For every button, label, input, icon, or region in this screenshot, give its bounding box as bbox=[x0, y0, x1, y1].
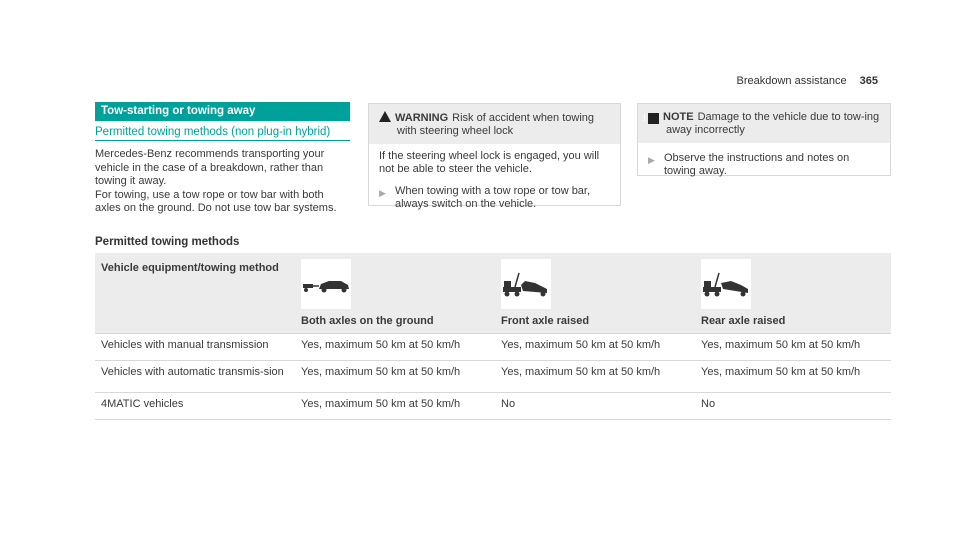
play-arrow-icon: ▶ bbox=[379, 188, 386, 198]
note-action-text: Observe the instructions and notes on towing away. bbox=[664, 152, 850, 177]
row-value: Yes, maximum 50 km at 50 km/h bbox=[695, 361, 891, 393]
row-value: Yes, maximum 50 km at 50 km/h bbox=[695, 334, 891, 361]
row-value: Yes, maximum 50 km at 50 km/h bbox=[295, 334, 495, 361]
row-label: Vehicles with manual transmission bbox=[95, 334, 295, 361]
header-col-1-label: Both axles on the ground bbox=[301, 315, 434, 327]
header-section-title: Breakdown assistance bbox=[736, 75, 847, 87]
table-row bbox=[95, 334, 891, 361]
note-body bbox=[638, 143, 890, 184]
warning-box bbox=[368, 103, 621, 210]
page-header bbox=[737, 75, 878, 87]
row-value: No bbox=[695, 393, 891, 420]
note-header bbox=[638, 104, 890, 143]
warning-action-text: When towing with a tow rope or tow bar, always switch on the vehicle. bbox=[395, 185, 591, 210]
row-value: Yes, maximum 50 km at 50 km/h bbox=[495, 334, 695, 361]
table-section-title: Permitted towing methods bbox=[95, 236, 240, 248]
header-col-3-label: Rear axle raised bbox=[701, 315, 786, 327]
warning-triangle-icon bbox=[379, 111, 391, 122]
intro-text bbox=[95, 148, 350, 216]
play-arrow-icon: ▶ bbox=[648, 155, 655, 165]
warning-text: If the steering wheel lock is engaged, you will not be able to steer the vehicle. bbox=[379, 150, 600, 175]
towing-methods-table bbox=[95, 253, 891, 420]
row-label: 4MATIC vehicles bbox=[95, 393, 295, 420]
page-number: 365 bbox=[859, 75, 878, 87]
row-value: Yes, maximum 50 km at 50 km/h bbox=[495, 361, 695, 393]
note-box bbox=[637, 103, 891, 176]
intro-paragraph-1: Mercedes-Benz recommends transporting your vehicle in the case of a breakdown, rather than towing it away. bbox=[95, 148, 325, 187]
warning-header bbox=[369, 104, 620, 144]
header-col-1 bbox=[295, 253, 495, 334]
table-row bbox=[95, 393, 891, 420]
note-action bbox=[648, 152, 880, 178]
header-col-2 bbox=[495, 253, 695, 334]
header-method: Vehicle equipment/towing method bbox=[95, 253, 295, 334]
row-value: Yes, maximum 50 km at 50 km/h bbox=[295, 393, 495, 420]
header-col-2-label: Front axle raised bbox=[501, 315, 590, 327]
intro-paragraph-2: For towing, use a tow rope or tow bar with both axles on the ground. Do not use tow bar systems. bbox=[95, 188, 337, 214]
warning-action bbox=[379, 185, 610, 211]
note-keyword: NOTE bbox=[663, 111, 694, 123]
table-row bbox=[95, 361, 891, 393]
row-value: Yes, maximum 50 km at 50 km/h bbox=[295, 361, 495, 393]
tow-truck-rear-raised-icon bbox=[701, 259, 751, 309]
subheading: Permitted towing methods (non plug-in hybrid) bbox=[95, 126, 350, 141]
tow-truck-front-raised-icon bbox=[501, 259, 551, 309]
row-label: Vehicles with automatic transmis-sion bbox=[95, 361, 295, 393]
warning-body bbox=[369, 144, 620, 217]
header-col-3 bbox=[695, 253, 891, 334]
exclamation-icon: ! bbox=[648, 113, 659, 124]
table-header-row bbox=[95, 253, 891, 334]
note-title: Damage to the vehicle due to tow-ing away incorrectly bbox=[666, 111, 880, 136]
warning-keyword: WARNING bbox=[395, 112, 449, 124]
car-towed-both-axles-icon bbox=[301, 259, 351, 309]
warning-title: Risk of accident when towing with steering wheel lock bbox=[397, 112, 595, 137]
section-bar-title: Tow-starting or towing away bbox=[95, 102, 350, 121]
row-value: No bbox=[495, 393, 695, 420]
